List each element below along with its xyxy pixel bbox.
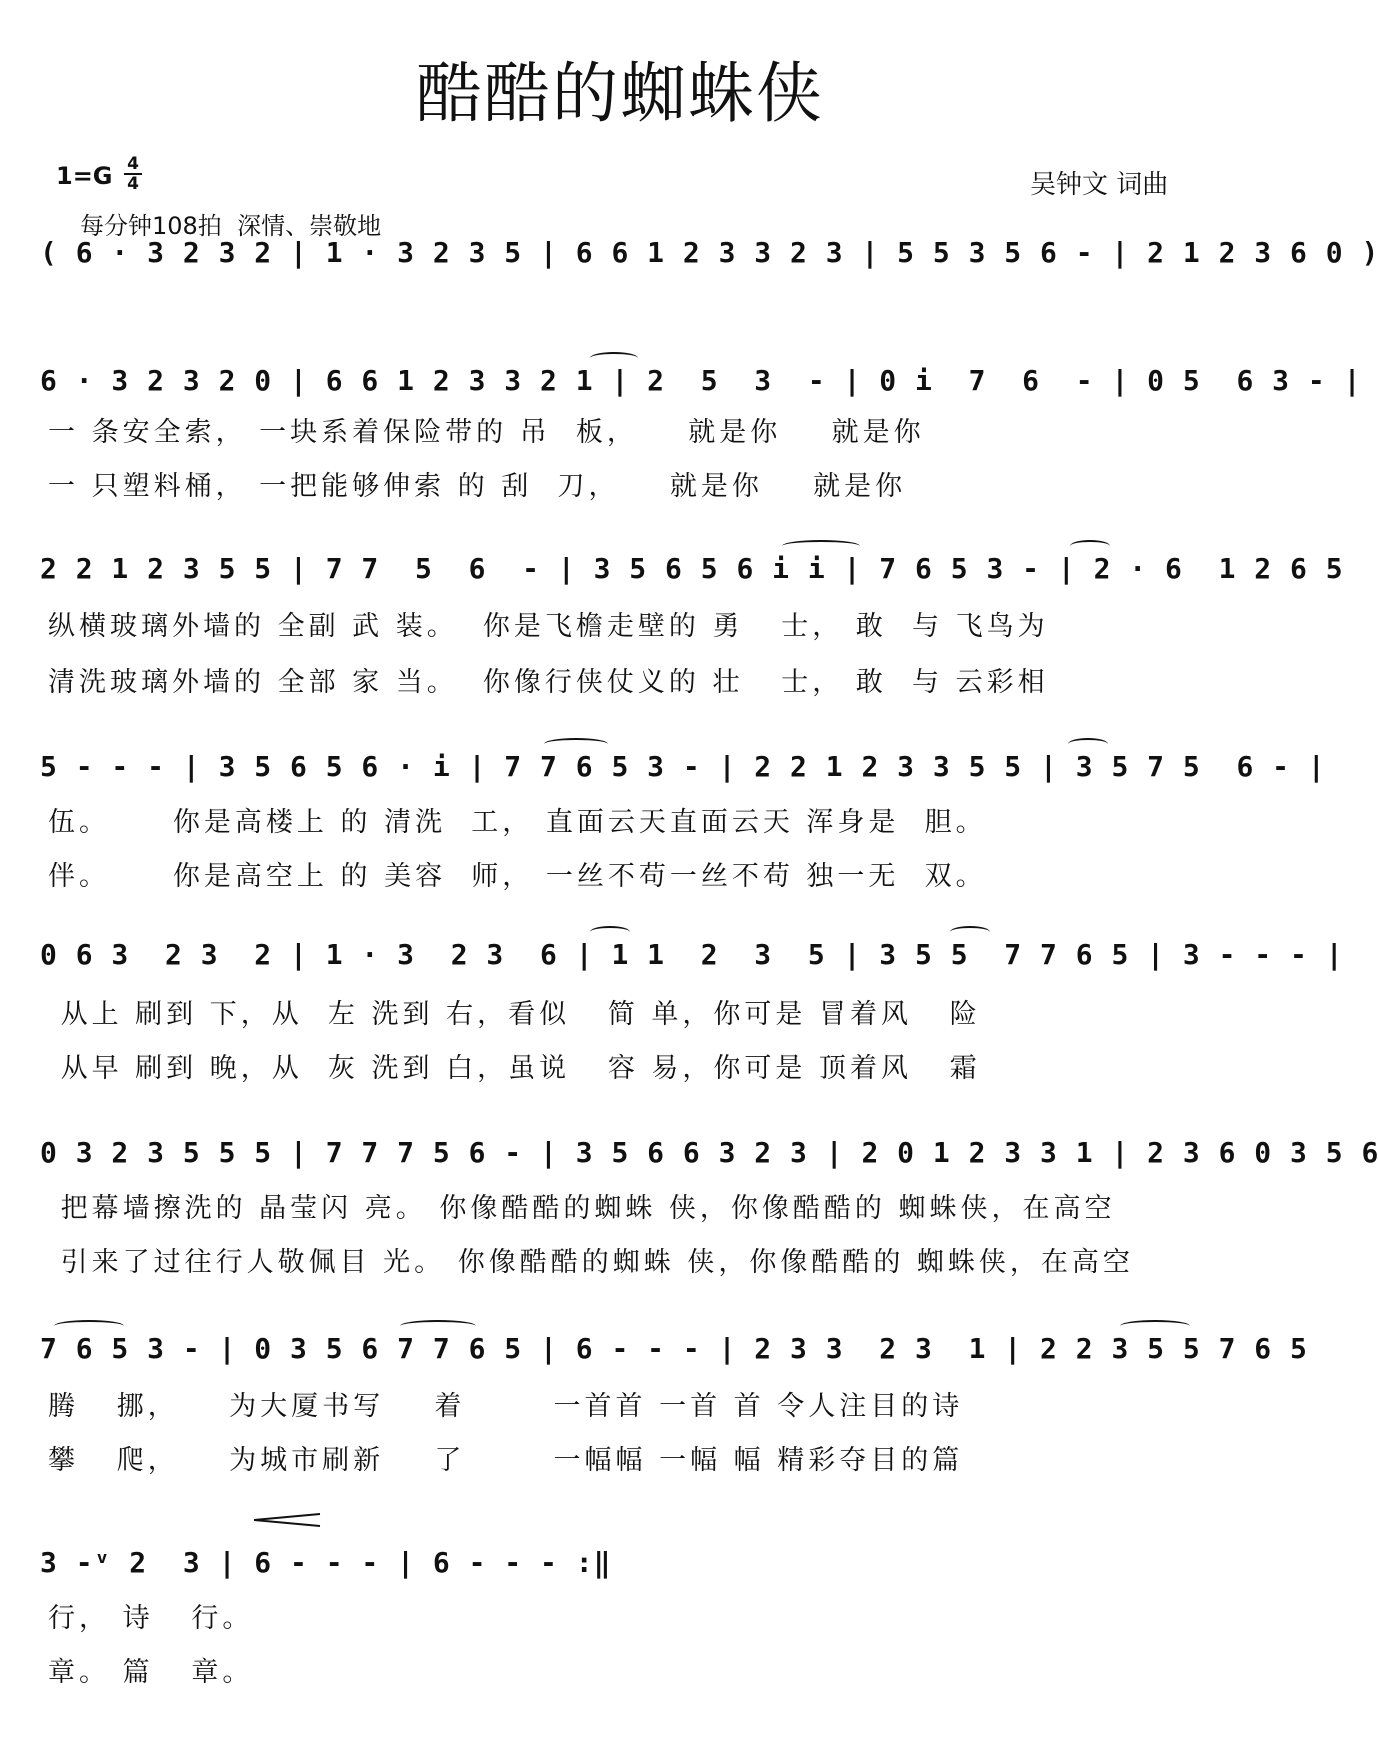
lyric-verse-1: 腾 挪， 为大厦书写 着 一首首 一首 首 令人注目的诗 [48, 1391, 964, 1422]
key-signature: 1=G [56, 162, 113, 190]
notation-line: 6 · 3 2 3 2 0 | 6 6 1 2 3 3 2 1 | 2 5 3 - | 0 i 7 6 - | 0 5 6 3 - | [40, 364, 1362, 397]
lyric-verse-2: 从早 刷到 晚，从 灰 洗到 白，虽说 容 易，你可是 顶着风 霜 [48, 1053, 981, 1084]
lyric-verse-1: 从上 刷到 下，从 左 洗到 右，看似 简 单，你可是 冒着风 险 [48, 999, 981, 1030]
slur-mark [590, 352, 638, 364]
lyric-verse-1: 纵横玻璃外墙的 全副 武 装。 你是飞檐走壁的 勇 士， 敢 与 飞鸟为 [48, 611, 1049, 642]
tempo-marking: 每分钟108拍 深情、崇敬地 [80, 212, 382, 240]
notation-line: 2 2 1 2 3 5 5 | 7 7 5 6 - | 3 5 6 5 6 i i | 7 6 5 3 - | 2 · 6 1 2 6 5 [40, 552, 1344, 585]
notation-line: 0 6 3 2 3 2 | 1 · 3 2 3 6 | 1 1 2 3 5 | 3 5 5 7 7 6 5 | 3 - - - | [40, 938, 1344, 971]
time-signature-top: 4 [127, 154, 139, 174]
slur-mark [1120, 1320, 1190, 1332]
slur-mark [1070, 540, 1110, 552]
slur-mark [1068, 738, 1108, 750]
lyric-verse-2: 伴。 你是高空上 的 美容 师， 一丝不苟一丝不苟 独一无 双。 [48, 861, 987, 892]
time-signature-bottom: 4 [127, 174, 139, 194]
lyric-verse-1: 一 条安全索， 一块系着保险带的 吊 板， 就是你 就是你 [48, 417, 925, 448]
lyric-verse-2: 清洗玻璃外墙的 全部 家 当。 你像行侠仗义的 壮 士， 敢 与 云彩相 [48, 667, 1049, 698]
slur-mark [400, 1320, 476, 1332]
slur-mark [54, 1320, 124, 1332]
lyric-verse-1: 行， 诗 行。 [48, 1603, 254, 1634]
notation-line: 7 6 5 3 - | 0 3 5 6 7 7 6 5 | 6 - - - | 2 3 3 2 3 1 | 2 2 3 5 5 7 6 5 [40, 1332, 1308, 1365]
lyric-verse-1: 把幕墙擦洗的 晶莹闪 亮。 你像酷酷的蜘蛛 侠，你像酷酷的 蜘蛛侠，在高空 [48, 1193, 1116, 1224]
notation-line: 5 - - - | 3 5 6 5 6 · i | 7 7 6 5 3 - | 2 2 1 2 3 3 5 5 | 3 5 7 5 6 - | [40, 750, 1326, 783]
author-credit: 吴钟文 词曲 [1030, 170, 1169, 200]
time-signature [124, 156, 142, 192]
slur-mark [782, 540, 860, 552]
lyric-verse-1: 伍。 你是高楼上 的 清洗 工， 直面云天直面云天 浑身是 胆。 [48, 807, 987, 838]
lyric-verse-2: 章。 篇 章。 [48, 1657, 254, 1688]
notation-line: ( 6 · 3 2 3 2 | 1 · 3 2 3 5 | 6 6 1 2 3 3 2 3 | 5 5 3 5 6 - | 2 1 2 3 6 0 ) [40, 236, 1379, 269]
page-title: 酷酷的蜘蛛侠 [416, 55, 824, 132]
lyric-verse-2: 一 只塑料桶， 一把能够伸索 的 刮 刀， 就是你 就是你 [48, 471, 907, 502]
slur-mark [950, 926, 990, 938]
notation-line: 0 3 2 3 5 5 5 | 7 7 7 5 6 - | 3 5 6 6 3 2 3 | 2 0 1 2 3 3 1 | 2 3 6 0 3 5 6 [40, 1136, 1379, 1169]
slur-mark [590, 926, 630, 938]
notation-line: 3 -ᵛ 2 3 | 6 - - - | 6 - - - :‖ [40, 1546, 612, 1579]
lyric-verse-2: 攀 爬， 为城市刷新 了 一幅幅 一幅 幅 精彩夺目的篇 [48, 1445, 964, 1476]
decrescendo-mark [250, 1510, 330, 1540]
slur-mark [544, 738, 608, 750]
lyric-verse-2: 引来了过往行人敬佩目 光。 你像酷酷的蜘蛛 侠，你像酷酷的 蜘蛛侠，在高空 [48, 1247, 1134, 1278]
